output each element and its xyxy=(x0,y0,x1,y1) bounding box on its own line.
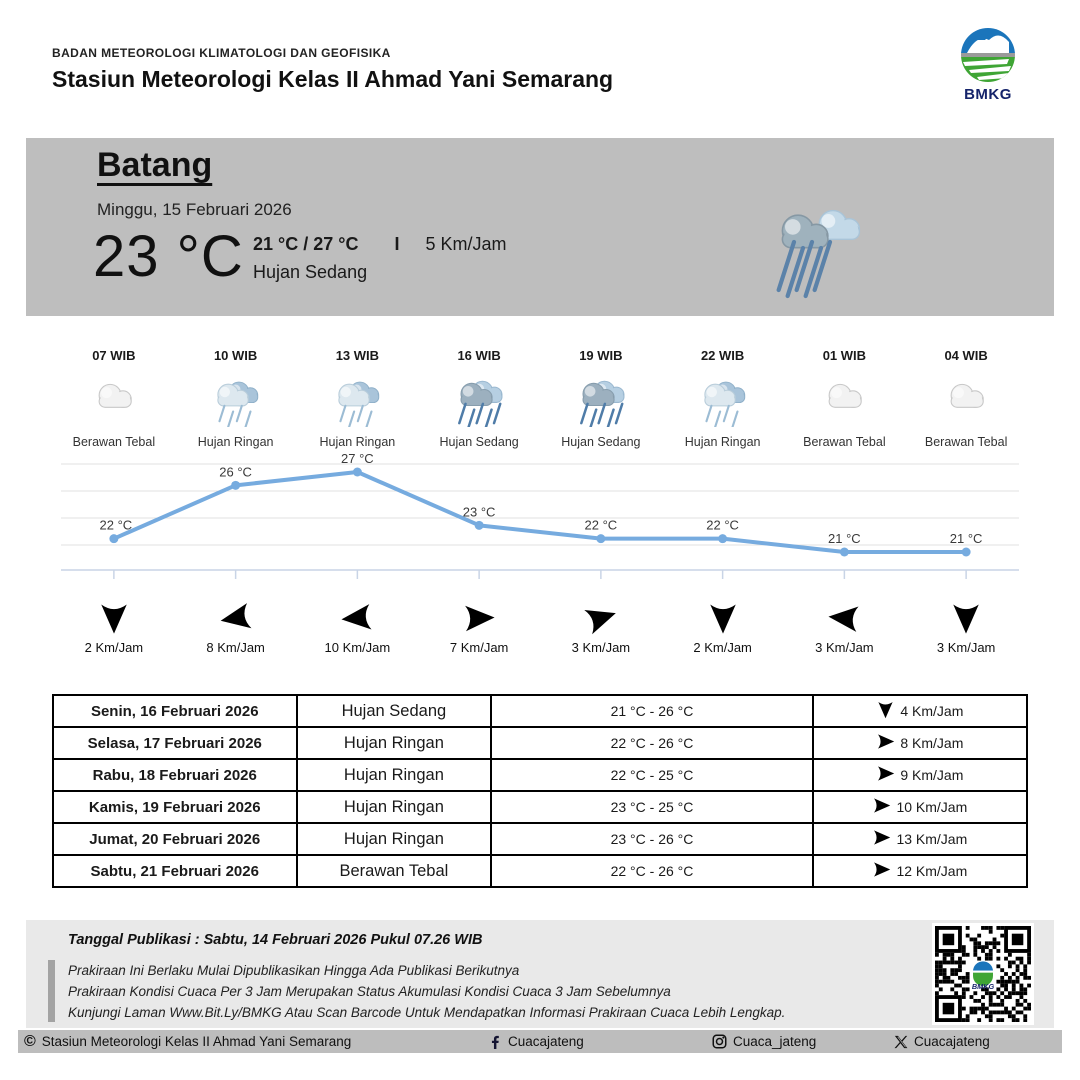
wind-direction-icon xyxy=(827,598,861,638)
svg-text:22 °C: 22 °C xyxy=(706,517,739,533)
current-wind: 5 Km/Jam xyxy=(425,234,507,254)
svg-text:21 °C: 21 °C xyxy=(949,531,983,546)
x-icon xyxy=(894,1035,908,1049)
hourly-slot xyxy=(297,348,419,449)
row-condition: Hujan Ringan xyxy=(297,759,492,791)
row-date: Sabtu, 21 Februari 2026 xyxy=(53,855,297,887)
hourly-time: 19 WIB xyxy=(579,348,623,363)
separator: I xyxy=(394,234,400,254)
berawan-tebal-icon xyxy=(87,367,141,433)
svg-text:22 °C: 22 °C xyxy=(99,517,133,533)
hourly-time: 07 WIB xyxy=(92,348,136,363)
hujan-sedang-icon xyxy=(574,367,628,433)
bmkg-logo xyxy=(950,26,1026,103)
hourly-condition: Hujan Ringan xyxy=(684,435,761,449)
copyright-icon: © xyxy=(24,1032,36,1050)
hourly-time: 01 WIB xyxy=(822,348,867,363)
wind-slot xyxy=(784,598,906,655)
hourly-condition: Berawan Tebal xyxy=(803,435,886,449)
hourly-time: 04 WIB xyxy=(944,348,988,363)
wind-direction-icon xyxy=(706,598,740,638)
wind-speed: 2 Km/Jam xyxy=(84,640,144,655)
svg-text:23 °C: 23 °C xyxy=(462,504,496,520)
wind-slot xyxy=(662,598,784,655)
footer xyxy=(26,920,1054,1028)
current-date: Minggu, 15 Februari 2026 xyxy=(97,200,292,219)
facebook-icon xyxy=(488,1035,502,1049)
row-wind xyxy=(813,855,1027,887)
instagram-icon xyxy=(712,1034,727,1049)
wind-speed-text: 8 Km/Jam xyxy=(900,735,964,751)
wind-direction-icon xyxy=(872,828,891,850)
row-wind xyxy=(813,727,1027,759)
header xyxy=(52,46,613,93)
hourly-time: 10 WIB xyxy=(213,348,258,363)
footer-notes xyxy=(68,960,785,1023)
wind-direction-icon xyxy=(872,860,891,882)
hourly-time: 22 WIB xyxy=(700,348,745,363)
row-condition: Hujan Sedang xyxy=(297,695,492,727)
hourly-condition: Berawan Tebal xyxy=(72,435,156,449)
row-temp-range: 21 °C - 26 °C xyxy=(491,695,812,727)
wind-direction-icon xyxy=(876,764,895,786)
hourly-condition: Hujan Ringan xyxy=(197,435,274,449)
table-row xyxy=(53,791,1027,823)
x-text: Cuacajateng xyxy=(914,1034,990,1049)
footer-note-line: Prakiraan Kondisi Cuaca Per 3 Jam Merupakan Status Akumulasi Kondisi Cuaca 3 Jam Sebelumnya xyxy=(68,984,671,999)
wind-speed-text: 9 Km/Jam xyxy=(900,767,964,783)
wind-direction-icon xyxy=(949,598,983,638)
hujan-ringan-icon xyxy=(696,367,750,433)
wind-speed: 8 Km/Jam xyxy=(206,640,265,655)
wind-speed: 3 Km/Jam xyxy=(815,640,874,655)
wind-direction-icon xyxy=(876,700,895,722)
wind-speed-text: 10 Km/Jam xyxy=(896,799,968,815)
hourly-forecast xyxy=(53,348,1027,449)
row-date: Kamis, 19 Februari 2026 xyxy=(53,791,297,823)
hourly-slot xyxy=(662,348,784,449)
bmkg-logo-label: BMKG xyxy=(964,86,1012,103)
hourly-condition: Hujan Sedang xyxy=(439,435,519,449)
berawan-tebal-icon xyxy=(939,367,993,433)
svg-text:22 °C: 22 °C xyxy=(584,517,618,533)
footer-note-line: Kunjungi Laman Www.Bit.Ly/BMKG Atau Scan Barcode Untuk Mendapatkan Informasi Prakiraan Cuaca Lebih Lengkap. xyxy=(68,1005,786,1020)
table-row xyxy=(53,823,1027,855)
current-conditions-banner xyxy=(26,138,1054,316)
hujan-ringan-icon xyxy=(209,367,263,433)
row-wind xyxy=(813,759,1027,791)
wind-speed-text: 12 Km/Jam xyxy=(896,863,968,879)
svg-text:27 °C: 27 °C xyxy=(341,452,374,466)
table-row xyxy=(53,855,1027,887)
wind-direction-icon xyxy=(876,732,895,754)
bottom-bar xyxy=(18,1030,1062,1053)
row-temp-range: 23 °C - 25 °C xyxy=(491,791,812,823)
wind-direction-icon xyxy=(340,598,374,638)
row-temp-range: 22 °C - 26 °C xyxy=(491,727,812,759)
temp-range: 21 °C / 27 °C xyxy=(253,234,359,254)
row-wind xyxy=(813,791,1027,823)
copyright-text: Stasiun Meteorologi Kelas II Ahmad Yani Semarang xyxy=(41,1034,352,1049)
station-name: Stasiun Meteorologi Kelas II Ahmad Yani Semarang xyxy=(52,66,614,92)
temperature-chart xyxy=(53,452,1027,594)
svg-text:26 °C: 26 °C xyxy=(219,464,252,480)
row-date: Jumat, 20 Februari 2026 xyxy=(53,823,297,855)
row-date: Selasa, 17 Februari 2026 xyxy=(53,727,297,759)
svg-text:21 °C: 21 °C xyxy=(828,531,861,546)
x-handle[interactable] xyxy=(894,1030,990,1053)
row-condition: Hujan Ringan xyxy=(297,823,492,855)
instagram-text: Cuaca_jateng xyxy=(733,1034,817,1049)
row-condition: Hujan Ringan xyxy=(297,727,492,759)
wind-slot xyxy=(905,598,1027,655)
current-condition: Hujan Sedang xyxy=(253,262,368,282)
location-title: Batang xyxy=(97,146,213,184)
rain-cloud-icon xyxy=(752,196,884,305)
hourly-condition: Hujan Ringan xyxy=(319,435,396,449)
qr-code xyxy=(932,923,1034,1025)
daily-forecast-table xyxy=(52,694,1028,888)
hourly-slot xyxy=(905,348,1027,449)
wind-speed: 10 Km/Jam xyxy=(324,640,391,655)
wind-slot xyxy=(540,598,662,655)
table-row xyxy=(53,759,1027,791)
hourly-condition: Berawan Tebal xyxy=(924,435,1008,449)
hourly-condition: Hujan Sedang xyxy=(561,435,641,449)
hujan-ringan-icon xyxy=(330,367,384,433)
hourly-slot xyxy=(540,348,662,449)
wind-row xyxy=(53,598,1027,655)
facebook-handle[interactable] xyxy=(488,1030,584,1053)
wind-slot xyxy=(175,598,297,655)
facebook-text: Cuacajateng xyxy=(508,1034,584,1049)
hujan-sedang-icon xyxy=(452,367,506,433)
wind-slot xyxy=(418,598,540,655)
table-row xyxy=(53,727,1027,759)
wind-speed-text: 13 Km/Jam xyxy=(896,831,968,847)
bmkg-logo-icon xyxy=(959,26,1017,84)
wind-slot xyxy=(297,598,419,655)
wind-direction-icon xyxy=(462,598,496,638)
row-date: Senin, 16 Februari 2026 xyxy=(53,695,297,727)
copyright xyxy=(24,1030,351,1053)
publication-date: Tanggal Publikasi : Sabtu, 14 Februari 2026 Pukul 07.26 WIB xyxy=(68,932,483,948)
berawan-tebal-icon xyxy=(817,367,871,433)
hourly-time: 16 WIB xyxy=(457,348,501,363)
wind-speed-text: 4 Km/Jam xyxy=(900,703,964,719)
row-temp-range: 22 °C - 26 °C xyxy=(491,855,812,887)
row-wind xyxy=(813,695,1027,727)
current-temperature: 23 °C xyxy=(93,224,244,289)
wind-slot xyxy=(53,598,175,655)
row-date: Rabu, 18 Februari 2026 xyxy=(53,759,297,791)
wind-speed: 3 Km/Jam xyxy=(571,640,631,655)
hourly-slot xyxy=(418,348,540,449)
wind-speed: 2 Km/Jam xyxy=(693,640,752,655)
row-temp-range: 23 °C - 26 °C xyxy=(491,823,812,855)
qr-code-image xyxy=(935,926,1031,1022)
wind-speed: 3 Km/Jam xyxy=(936,640,996,655)
agency-name: BADAN METEOROLOGI KLIMATOLOGI DAN GEOFISIKA xyxy=(52,46,391,60)
row-temp-range: 22 °C - 25 °C xyxy=(491,759,812,791)
hourly-slot xyxy=(784,348,906,449)
hourly-time: 13 WIB xyxy=(335,348,380,363)
svg-text:BMKG: BMKG xyxy=(971,981,995,991)
wind-speed: 7 Km/Jam xyxy=(449,640,509,655)
row-condition: Berawan Tebal xyxy=(297,855,492,887)
instagram-handle[interactable] xyxy=(712,1030,816,1053)
wind-direction-icon xyxy=(219,598,253,638)
wind-direction-icon xyxy=(584,598,618,638)
hourly-slot xyxy=(53,348,175,449)
wind-direction-icon xyxy=(872,796,891,818)
table-row xyxy=(53,695,1027,727)
accent-bar xyxy=(48,960,55,1022)
hourly-slot xyxy=(175,348,297,449)
wind-direction-icon xyxy=(97,598,131,638)
condition-block xyxy=(253,234,507,283)
row-wind xyxy=(813,823,1027,855)
footer-note-line: Prakiraan Ini Berlaku Mulai Dipublikasikan Hingga Ada Publikasi Berikutnya xyxy=(68,963,520,978)
row-condition: Hujan Ringan xyxy=(297,791,492,823)
